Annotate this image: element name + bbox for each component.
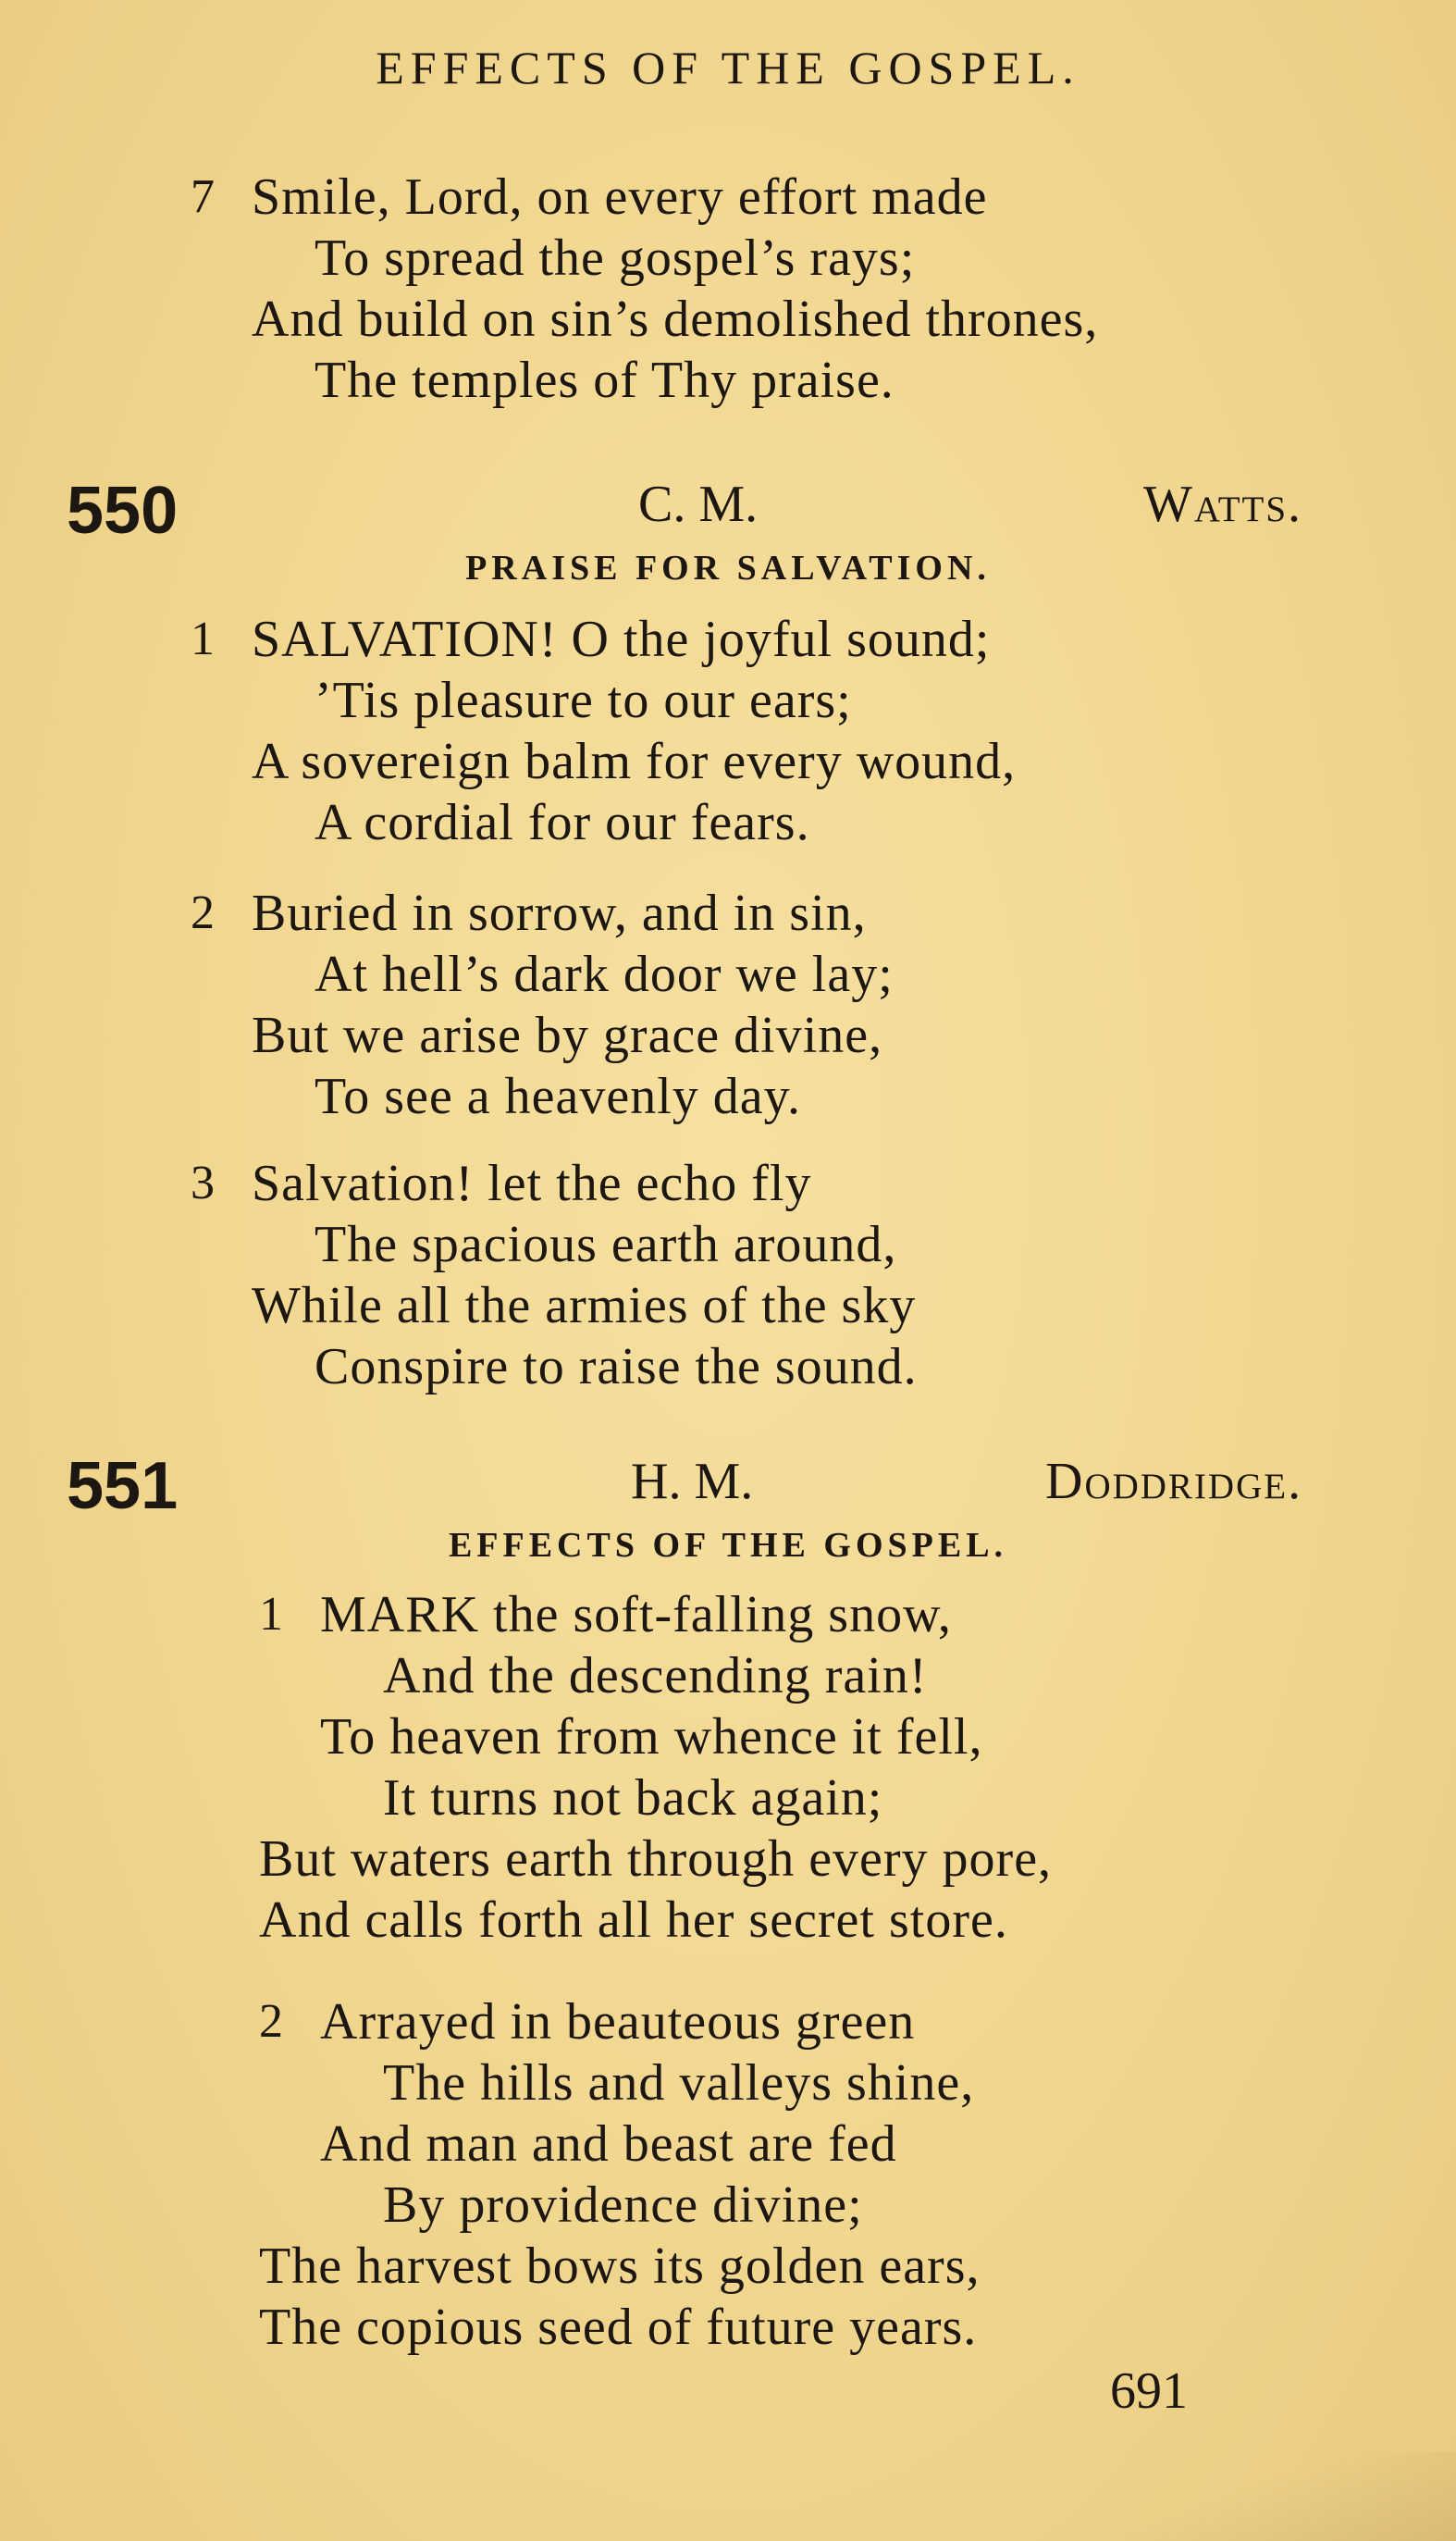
page-fold-shadow <box>1101 2452 1456 2541</box>
verse-line: To see a heavenly day. <box>315 1068 801 1125</box>
hymn-meter: C. M. <box>638 476 759 533</box>
verse-line: MARK the soft-falling snow, <box>320 1586 952 1643</box>
verse-line: At hell’s dark door we lay; <box>315 946 894 1003</box>
verse-line: The spacious earth around, <box>315 1216 897 1273</box>
verse-line: It turns not back again; <box>383 1769 883 1827</box>
verse-number: 2 <box>191 886 215 939</box>
verse-line: Buried in sorrow, and in sin, <box>252 885 867 942</box>
hymn-author: Watts. <box>1143 476 1303 533</box>
verse-line: And the descending rain! <box>383 1647 928 1704</box>
verse-line: A cordial for our fears. <box>315 794 810 851</box>
verse-number: 1 <box>191 613 215 665</box>
verse-line: Smile, Lord, on every effort made <box>252 168 988 226</box>
verse-line: And man and beast are fed <box>320 2115 897 2173</box>
verse-line: The hills and valleys shine, <box>383 2054 975 2112</box>
hymn-title: EFFECTS OF THE GOSPEL. <box>448 1526 1008 1565</box>
hymn-title: PRAISE FOR SALVATION. <box>465 549 991 588</box>
verse-line: By providence divine; <box>383 2176 863 2234</box>
verse-line: And build on sin’s demolished thrones, <box>252 291 1099 348</box>
verse-line: Salvation! let the echo fly <box>252 1155 812 1212</box>
verse-number: 3 <box>191 1157 215 1209</box>
verse-line: Conspire to raise the sound. <box>315 1338 918 1395</box>
verse-line: But waters earth through every pore, <box>259 1830 1053 1888</box>
hymn-meter: H. M. <box>631 1453 754 1510</box>
running-head: EFFECTS OF THE GOSPEL. <box>376 42 1080 93</box>
verse-line: But we arise by grace divine, <box>252 1007 883 1064</box>
verse-number: 2 <box>259 1995 283 2048</box>
page-number: 691 <box>1110 2362 1188 2420</box>
verse-line: The copious seed of future years. <box>259 2299 978 2356</box>
hymn-author: Doddridge. <box>1045 1453 1303 1510</box>
verse-line: The harvest bows its golden ears, <box>259 2237 981 2295</box>
verse-line: The temples of Thy praise. <box>315 352 895 409</box>
verse-line: SALVATION! O the joyful sound; <box>252 611 991 668</box>
verse-line: ’Tis pleasure to our ears; <box>315 672 852 729</box>
hymn-number: 550 <box>67 474 179 548</box>
verse-line: And calls forth all her secret store. <box>259 1891 1008 1949</box>
verse-number: 1 <box>259 1588 283 1641</box>
hymn-number: 551 <box>67 1449 179 1523</box>
verse-line: Arrayed in beauteous green <box>320 1993 916 2051</box>
verse-line: A sovereign balm for every wound, <box>252 733 1017 790</box>
verse-line: To heaven from whence it fell, <box>320 1708 983 1766</box>
verse-number: 7 <box>191 170 215 223</box>
verse-line: To spread the gospel’s rays; <box>315 229 916 287</box>
verse-line: While all the armies of the sky <box>252 1277 917 1334</box>
